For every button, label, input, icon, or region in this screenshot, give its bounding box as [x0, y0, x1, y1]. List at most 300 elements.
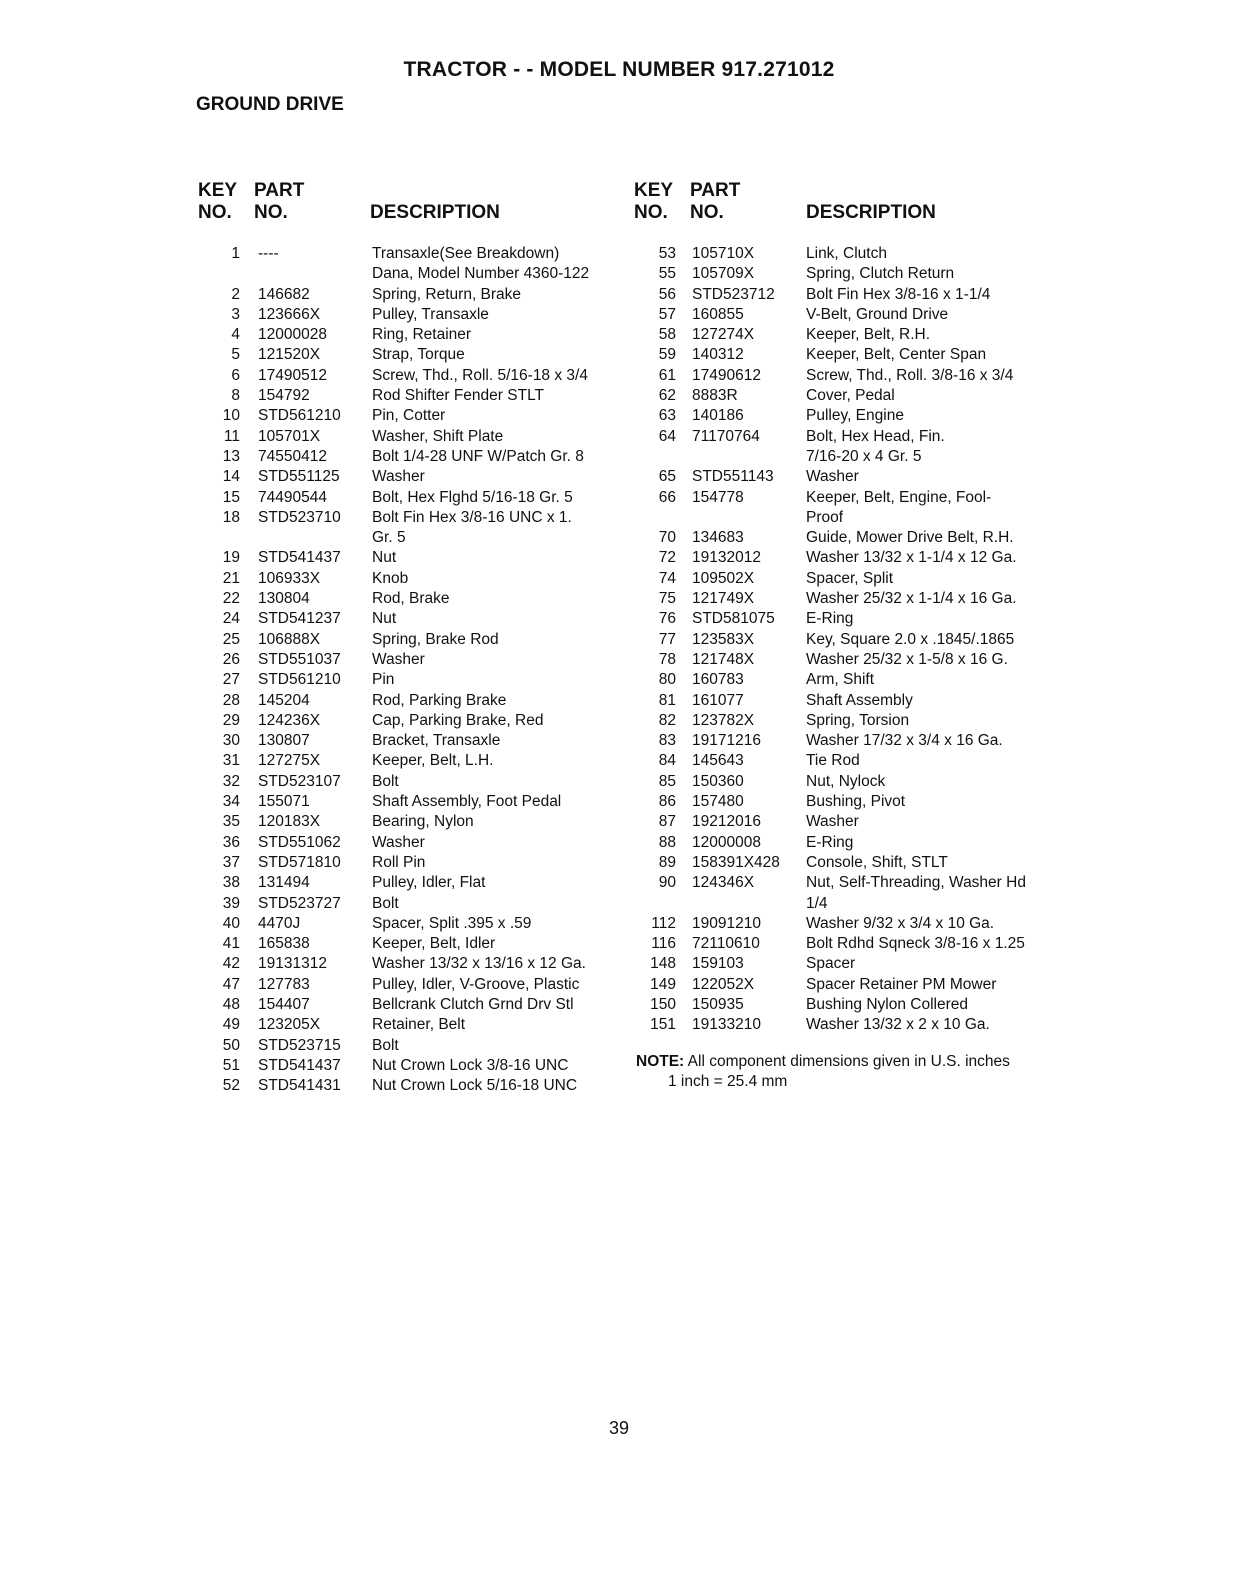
part-number: 121520X — [258, 346, 321, 364]
parts-row — [196, 447, 616, 467]
part-description: Console, Shift, STLT — [806, 853, 948, 871]
part-number: 19091210 — [692, 914, 761, 932]
part-description: Arm, Shift — [806, 671, 875, 689]
part-description: Nut — [372, 549, 397, 567]
part-description: Keeper, Belt, R.H. — [806, 326, 931, 344]
parts-row — [632, 751, 1052, 771]
parts-row — [632, 427, 1052, 468]
key-number: 151 — [650, 1016, 676, 1034]
parts-row — [196, 325, 616, 345]
part-description: Bolt, Hex Head, Fin. 7/16-20 x 4 Gr. 5 — [806, 427, 945, 465]
page-number: 39 — [608, 1418, 630, 1438]
part-description: Retainer, Belt — [372, 1016, 466, 1034]
parts-row — [632, 650, 1052, 670]
parts-row — [196, 691, 616, 711]
part-description: Pin — [372, 671, 395, 689]
part-description: Keeper, Belt, Engine, Fool- Proof — [806, 488, 992, 526]
part-number: 109502X — [692, 569, 755, 587]
parts-row — [196, 772, 616, 792]
part-number: 127274X — [692, 326, 755, 344]
key-header-line1: KEY — [198, 180, 238, 201]
parts-row — [196, 995, 616, 1015]
key-number: 112 — [651, 914, 676, 932]
parts-row — [632, 244, 1052, 264]
key-number: 149 — [650, 975, 676, 993]
parts-row — [632, 488, 1052, 529]
parts-row — [632, 731, 1052, 751]
parts-row — [196, 630, 616, 650]
part-number: 19131312 — [258, 955, 327, 973]
part-number: 71170764 — [692, 427, 760, 445]
parts-row — [196, 792, 616, 812]
parts-row — [196, 853, 616, 873]
key-number: 18 — [222, 508, 240, 526]
part-description: Washer 13/32 x 2 x 10 Ga. — [806, 1016, 990, 1034]
part-description: Bushing, Pivot — [806, 793, 906, 811]
key-number: 85 — [658, 772, 676, 790]
parts-row — [632, 914, 1052, 934]
key-number: 11 — [223, 427, 240, 445]
part-number: 130804 — [258, 590, 310, 608]
part-number: 19171216 — [692, 732, 761, 750]
part-number: 150360 — [692, 772, 744, 790]
parts-row — [196, 406, 616, 426]
parts-row — [196, 873, 616, 893]
part-description: Rod, Parking Brake — [372, 691, 507, 709]
part-number: 145204 — [258, 691, 310, 709]
part-description: Spacer Retainer PM Mower — [806, 975, 997, 993]
parts-row — [196, 650, 616, 670]
part-description: Nut Crown Lock 3/8-16 UNC — [372, 1056, 569, 1074]
part-number: 19133210 — [692, 1016, 761, 1034]
parts-row — [632, 1015, 1052, 1035]
key-number: 3 — [231, 305, 240, 323]
key-number: 70 — [658, 529, 676, 547]
part-description: Washer — [372, 468, 425, 486]
part-description: Bellcrank Clutch Grnd Drv Stl — [372, 995, 574, 1013]
parts-row — [632, 873, 1052, 914]
key-number: 30 — [222, 732, 240, 750]
parts-row — [632, 548, 1052, 568]
description-header: DESCRIPTION — [806, 202, 936, 223]
parts-row — [196, 1015, 616, 1035]
note-text: All component dimensions given in U.S. inches — [684, 1053, 1010, 1070]
key-number: 42 — [222, 955, 240, 973]
part-number: 19132012 — [692, 549, 761, 567]
parts-row — [196, 670, 616, 690]
part-description: Cap, Parking Brake, Red — [372, 711, 544, 729]
part-number: STD541431 — [258, 1077, 341, 1095]
key-header-line2: NO. — [198, 202, 232, 223]
part-description: Cover, Pedal — [806, 387, 895, 405]
parts-row — [632, 711, 1052, 731]
key-number: 51 — [222, 1056, 240, 1074]
part-description: Rod, Brake — [372, 590, 450, 608]
key-number: 53 — [658, 245, 676, 262]
key-number: 4 — [231, 326, 240, 344]
parts-row — [196, 386, 616, 406]
part-number: 17490512 — [258, 366, 327, 384]
part-description: Bearing, Nylon — [372, 813, 474, 831]
key-number: 40 — [222, 914, 240, 932]
parts-row — [632, 772, 1052, 792]
part-header-line2: NO. — [690, 202, 724, 223]
part-number: 150935 — [692, 995, 744, 1013]
key-number: 76 — [658, 610, 676, 628]
part-description: Keeper, Belt, Idler — [372, 935, 496, 953]
parts-row — [196, 345, 616, 365]
key-number: 88 — [658, 833, 676, 851]
key-number: 55 — [658, 265, 676, 283]
part-description: Washer 13/32 x 1-1/4 x 12 Ga. — [806, 549, 1017, 567]
key-number: 64 — [658, 427, 676, 445]
note-conversion: 1 inch = 25.4 mm — [668, 1073, 788, 1091]
part-number: STD523712 — [692, 285, 775, 303]
part-number: 123583X — [692, 630, 755, 648]
parts-table-right — [632, 180, 1052, 1036]
parts-row — [632, 792, 1052, 812]
note-label: NOTE: — [636, 1053, 685, 1070]
parts-row — [196, 569, 616, 589]
part-description: Strap, Torque — [372, 346, 465, 364]
part-description: Washer 13/32 x 13/16 x 12 Ga. — [372, 955, 586, 973]
part-number: 105710X — [692, 245, 755, 262]
part-description: E-Ring — [806, 610, 854, 628]
parts-row — [196, 711, 616, 731]
parts-row — [196, 914, 616, 934]
part-description: Washer 9/32 x 3/4 x 10 Ga. — [806, 914, 995, 932]
part-header-line1: PART — [690, 180, 741, 201]
part-number: STD571810 — [258, 853, 341, 871]
part-description: Bolt — [372, 772, 399, 790]
part-description: Bolt Fin Hex 3/8-16 UNC x 1. Gr. 5 — [372, 508, 572, 547]
key-number: 66 — [658, 488, 676, 506]
key-number: 35 — [222, 813, 240, 831]
part-number: STD541437 — [258, 549, 341, 567]
part-header-line2: NO. — [254, 202, 288, 223]
part-description: Washer 25/32 x 1-1/4 x 16 Ga. — [806, 590, 1017, 608]
part-number: 106888X — [258, 630, 321, 648]
part-description: Link, Clutch — [806, 245, 887, 262]
key-number: 25 — [222, 630, 240, 648]
key-number: 87 — [658, 813, 676, 831]
part-description: Washer 17/32 x 3/4 x 16 Ga. — [806, 732, 1003, 750]
key-header-line2: NO. — [634, 202, 668, 223]
part-number: 124346X — [692, 874, 755, 892]
parts-row — [196, 954, 616, 974]
key-number: 83 — [658, 732, 676, 750]
key-number: 2 — [231, 285, 240, 303]
parts-row — [196, 305, 616, 325]
part-number: STD561210 — [258, 671, 341, 689]
part-number: 127783 — [258, 975, 310, 993]
part-description: Roll Pin — [372, 853, 426, 871]
part-description: Pulley, Idler, Flat — [372, 874, 486, 892]
part-number: 130807 — [258, 732, 310, 750]
part-description: Pulley, Engine — [806, 407, 904, 425]
part-number: 122052X — [692, 975, 755, 993]
parts-row — [196, 934, 616, 954]
parts-row — [632, 467, 1052, 487]
key-number: 41 — [222, 935, 240, 953]
parts-row — [196, 589, 616, 609]
parts-row — [196, 244, 616, 285]
parts-row — [632, 975, 1052, 995]
key-number: 61 — [658, 366, 676, 384]
parts-row — [632, 934, 1052, 954]
part-description: Pin, Cotter — [372, 407, 446, 425]
part-description: Keeper, Belt, L.H. — [372, 752, 494, 770]
key-number: 72 — [658, 549, 676, 567]
page-title: TRACTOR - - MODEL NUMBER 917.271012 — [403, 58, 835, 81]
parts-row — [196, 975, 616, 995]
key-number: 58 — [658, 326, 676, 344]
part-description: Spring, Return, Brake — [372, 285, 522, 303]
parts-row — [632, 569, 1052, 589]
parts-row — [632, 406, 1052, 426]
part-description: Bolt — [372, 894, 399, 912]
parts-row — [632, 670, 1052, 690]
part-description: Bushing Nylon Collered — [806, 995, 968, 1013]
part-number: 146682 — [258, 285, 310, 303]
part-number: 154407 — [258, 995, 310, 1013]
part-number: 17490612 — [692, 366, 761, 384]
key-number: 13 — [222, 447, 240, 465]
part-description: Shaft Assembly — [806, 691, 913, 709]
parts-row — [632, 345, 1052, 365]
part-number: 120183X — [258, 813, 321, 831]
parts-table-left — [196, 180, 616, 1096]
part-description: Spring, Torsion — [806, 711, 910, 729]
key-number: 10 — [222, 407, 240, 425]
part-description: Washer — [806, 813, 859, 831]
parts-row — [632, 812, 1052, 832]
parts-row — [632, 305, 1052, 325]
parts-row — [196, 1056, 616, 1076]
table-header — [196, 180, 616, 244]
key-number: 19 — [222, 549, 240, 567]
part-number: 157480 — [692, 793, 744, 811]
part-description: V-Belt, Ground Drive — [806, 305, 949, 323]
key-number: 28 — [222, 691, 240, 709]
part-description: Bracket, Transaxle — [372, 732, 501, 750]
part-number: 123782X — [692, 711, 755, 729]
key-number: 150 — [650, 995, 676, 1013]
key-number: 29 — [222, 711, 240, 729]
parts-row — [196, 366, 616, 386]
section-title: GROUND DRIVE — [196, 94, 344, 115]
key-number: 74 — [658, 569, 676, 587]
parts-row — [196, 1036, 616, 1056]
key-number: 116 — [651, 935, 676, 953]
parts-row — [632, 528, 1052, 548]
parts-row — [196, 508, 616, 549]
part-number: 121749X — [692, 590, 755, 608]
part-description: Shaft Assembly, Foot Pedal — [372, 793, 562, 811]
part-description: Spacer, Split .395 x .59 — [372, 914, 532, 932]
part-description: Bolt, Hex Flghd 5/16-18 Gr. 5 — [372, 488, 573, 506]
part-number: STD561210 — [258, 407, 341, 425]
part-number: STD551037 — [258, 650, 341, 668]
part-description: Transaxle(See Breakdown) Dana, Model Number 4360-122 — [372, 245, 590, 283]
part-number: 134683 — [692, 529, 744, 547]
parts-row — [632, 833, 1052, 853]
parts-list — [196, 244, 616, 1096]
part-number: STD541237 — [258, 610, 341, 628]
part-description: Pulley, Transaxle — [372, 305, 489, 323]
key-number: 21 — [222, 569, 240, 587]
part-description: Nut — [372, 610, 397, 628]
part-description: Spring, Clutch Return — [806, 265, 955, 283]
part-description: Spring, Brake Rod — [372, 630, 499, 648]
key-number: 57 — [658, 305, 676, 323]
part-number: 74490544 — [258, 488, 327, 506]
key-number: 77 — [658, 630, 676, 648]
parts-row — [196, 488, 616, 508]
key-number: 86 — [658, 793, 676, 811]
part-description: Bolt Fin Hex 3/8-16 x 1-1/4 — [806, 285, 991, 303]
key-number: 52 — [222, 1077, 240, 1095]
parts-row — [196, 609, 616, 629]
key-number: 5 — [231, 346, 240, 364]
key-number: 14 — [222, 468, 240, 486]
key-number: 82 — [658, 711, 676, 729]
part-description: Nut Crown Lock 5/16-18 UNC — [372, 1077, 578, 1095]
part-header-line1: PART — [254, 180, 305, 201]
key-header-line1: KEY — [634, 180, 674, 201]
key-number: 59 — [658, 346, 676, 364]
part-number: 4470J — [258, 914, 301, 932]
part-number: 105709X — [692, 265, 755, 283]
part-description: Spacer — [806, 955, 856, 973]
part-description: Rod Shifter Fender STLT — [372, 387, 545, 405]
part-number: STD523107 — [258, 772, 341, 790]
part-description: Bolt — [372, 1036, 399, 1054]
part-number: STD523715 — [258, 1036, 341, 1054]
parts-list — [632, 244, 1052, 1036]
part-description: Nut, Nylock — [806, 772, 886, 790]
parts-row — [632, 954, 1052, 974]
parts-row — [196, 751, 616, 771]
part-description: Washer, Shift Plate — [372, 427, 504, 445]
part-number: 155071 — [258, 793, 310, 811]
dimension-note — [636, 1052, 1010, 1093]
part-number: 154792 — [258, 387, 310, 405]
key-number: 24 — [222, 610, 240, 628]
part-number: 161077 — [692, 691, 744, 709]
part-number: 12000028 — [258, 326, 327, 344]
description-header: DESCRIPTION — [370, 202, 500, 223]
part-description: Keeper, Belt, Center Span — [806, 346, 987, 364]
parts-row — [196, 427, 616, 447]
part-description: E-Ring — [806, 833, 854, 851]
key-number: 50 — [222, 1036, 240, 1054]
part-description: Washer — [372, 650, 425, 668]
part-number: 165838 — [258, 935, 310, 953]
key-number: 148 — [650, 955, 676, 973]
key-number: 48 — [222, 995, 240, 1013]
key-number: 39 — [222, 894, 240, 912]
part-description: Key, Square 2.0 x .1845/.1865 — [806, 630, 1015, 648]
part-number: STD551143 — [692, 468, 774, 486]
part-number: 154778 — [692, 488, 744, 506]
part-description: Ring, Retainer — [372, 326, 472, 344]
parts-row — [196, 833, 616, 853]
key-number: 84 — [658, 752, 676, 770]
part-number: 105701X — [258, 427, 321, 445]
part-number: 124236X — [258, 711, 321, 729]
parts-row — [196, 731, 616, 751]
parts-row — [632, 264, 1052, 284]
part-description: Pulley, Idler, V-Groove, Plastic — [372, 975, 580, 993]
parts-row — [632, 995, 1052, 1015]
parts-row — [196, 812, 616, 832]
part-description: Washer — [806, 468, 859, 486]
part-description: Tie Rod — [806, 752, 860, 770]
key-number: 27 — [222, 671, 240, 689]
part-description: Screw, Thd., Roll. 3/8-16 x 3/4 — [806, 366, 1014, 384]
part-description: Knob — [372, 569, 409, 587]
part-number: STD581075 — [692, 610, 775, 628]
part-description: Washer 25/32 x 1-5/8 x 16 G. — [806, 650, 1008, 668]
part-number: 127275X — [258, 752, 321, 770]
key-number: 37 — [222, 853, 240, 871]
part-description: Nut, Self-Threading, Washer Hd 1/4 — [806, 874, 1026, 912]
part-number: 140186 — [692, 407, 744, 425]
key-number: 65 — [658, 468, 676, 486]
part-number: 12000008 — [692, 833, 761, 851]
part-number: 123205X — [258, 1016, 321, 1034]
parts-row — [196, 1076, 616, 1096]
key-number: 38 — [222, 874, 240, 892]
parts-row — [196, 894, 616, 914]
key-number: 15 — [222, 488, 240, 506]
part-number: 123666X — [258, 305, 321, 323]
key-number: 32 — [222, 772, 240, 790]
key-number: 56 — [658, 285, 676, 303]
part-number: STD551125 — [258, 468, 340, 486]
key-number: 26 — [222, 650, 240, 668]
key-number: 49 — [222, 1016, 240, 1034]
key-number: 1 — [231, 245, 240, 262]
table-header — [632, 180, 1052, 244]
part-description: Bolt Rdhd Sqneck 3/8-16 x 1.25 — [806, 935, 1025, 953]
part-number: STD541437 — [258, 1056, 341, 1074]
parts-row — [632, 589, 1052, 609]
part-description: Guide, Mower Drive Belt, R.H. — [806, 529, 1014, 547]
part-number: 159103 — [692, 955, 744, 973]
key-number: 75 — [658, 590, 676, 608]
part-number: 158391X428 — [692, 853, 780, 871]
part-description: Bolt 1/4-28 UNF W/Patch Gr. 8 — [372, 447, 584, 465]
key-number: 47 — [222, 975, 240, 993]
parts-row — [632, 386, 1052, 406]
parts-row — [632, 691, 1052, 711]
parts-row — [632, 609, 1052, 629]
parts-row — [196, 548, 616, 568]
parts-row — [632, 853, 1052, 873]
part-number: 106933X — [258, 569, 321, 587]
key-number: 31 — [222, 752, 240, 770]
key-number: 78 — [658, 650, 676, 668]
parts-row — [632, 285, 1052, 305]
part-description: Spacer, Split — [806, 569, 894, 587]
key-number: 80 — [658, 671, 676, 689]
part-description: Washer — [372, 833, 425, 851]
parts-row — [632, 366, 1052, 386]
part-number: STD551062 — [258, 833, 341, 851]
key-number: 89 — [658, 853, 676, 871]
